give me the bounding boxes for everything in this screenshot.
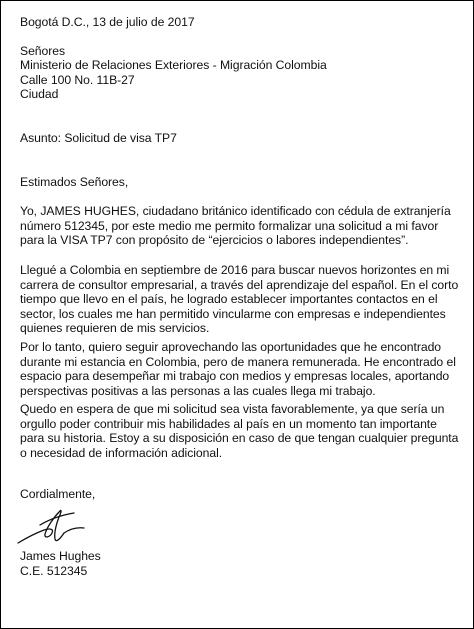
letter-salutation: Estimados Señores,: [20, 174, 129, 189]
paragraph-line: Por lo tanto, quiero seguir aprovechando las oportunidades que he encontrado: [20, 339, 442, 354]
paragraph-line: para su historia. Estoy a su disposición en caso de que tengan cualquier pregunta: [20, 431, 459, 446]
letter-date: Bogotá D.C., 13 de julio de 2017: [20, 15, 195, 29]
paragraph-line: o necesidad de información adicional.: [20, 446, 223, 461]
recipient-organization: Ministerio de Relaciones Exteriores - Migración Colombia: [20, 58, 327, 73]
recipient-address: Calle 100 No. 11B-27: [20, 72, 135, 87]
paragraph-line: Llegué a Colombia en septiembre de 2016 para buscar nuevos horizontes en mi: [20, 262, 450, 277]
letter-closing: Cordialmente,: [20, 486, 96, 501]
paragraph-line: número 512345, por este medio me permito formalizar una solicitud a mi favor: [20, 218, 439, 233]
paragraph-line: perspectivas positivas a las personas a las cuales llega mi trabajo.: [20, 383, 376, 398]
recipient-title: Señores: [20, 43, 66, 58]
body-paragraph-arrival: [20, 263, 459, 336]
paragraph-line: carrera de consultor empresarial, a través del aprendizaje del español. En el corto: [20, 277, 459, 292]
recipient-block: [20, 44, 459, 102]
body-paragraph-request: [20, 402, 459, 460]
paragraph-line: quienes requieren de mis servicios.: [20, 321, 210, 336]
paragraph-line: sector, los cuales me han permitido vincularme con empresas e independientes: [20, 306, 446, 321]
signer-id: C.E. 512345: [20, 563, 88, 578]
paragraph-line: espacio para desempeñar mi trabajo con medios y empresas locales, aportando: [20, 369, 450, 384]
paragraph-line: tiempo que llevo en el país, he logrado establecer importantes contactos en el: [20, 292, 438, 307]
paragraph-line: durante mi estancia en Colombia, pero de manera remunerada. He encontrado el: [20, 354, 456, 369]
paragraph-line: para la VISA TP7 con propósito de “ejercicios o labores independientes”.: [20, 233, 409, 248]
paragraph-line: Yo, JAMES HUGHES, ciudadano británico identificado con cédula de extranjería: [20, 204, 451, 219]
signer-name: James Hughes: [20, 549, 101, 564]
letter-subject: Asunto: Solicitud de visa TP7: [20, 130, 177, 145]
paragraph-line: orgullo poder contribuir mis habilidades al país en un momento tan importante: [20, 416, 437, 431]
handwritten-signature: [14, 503, 104, 549]
recipient-city: Ciudad: [20, 87, 59, 102]
paragraph-line: Quedo en espera de que mi solicitud sea vista favorablemente, ya que sería un: [20, 402, 445, 417]
body-paragraph-opportunities: [20, 340, 459, 398]
intro-paragraph: [20, 204, 459, 248]
